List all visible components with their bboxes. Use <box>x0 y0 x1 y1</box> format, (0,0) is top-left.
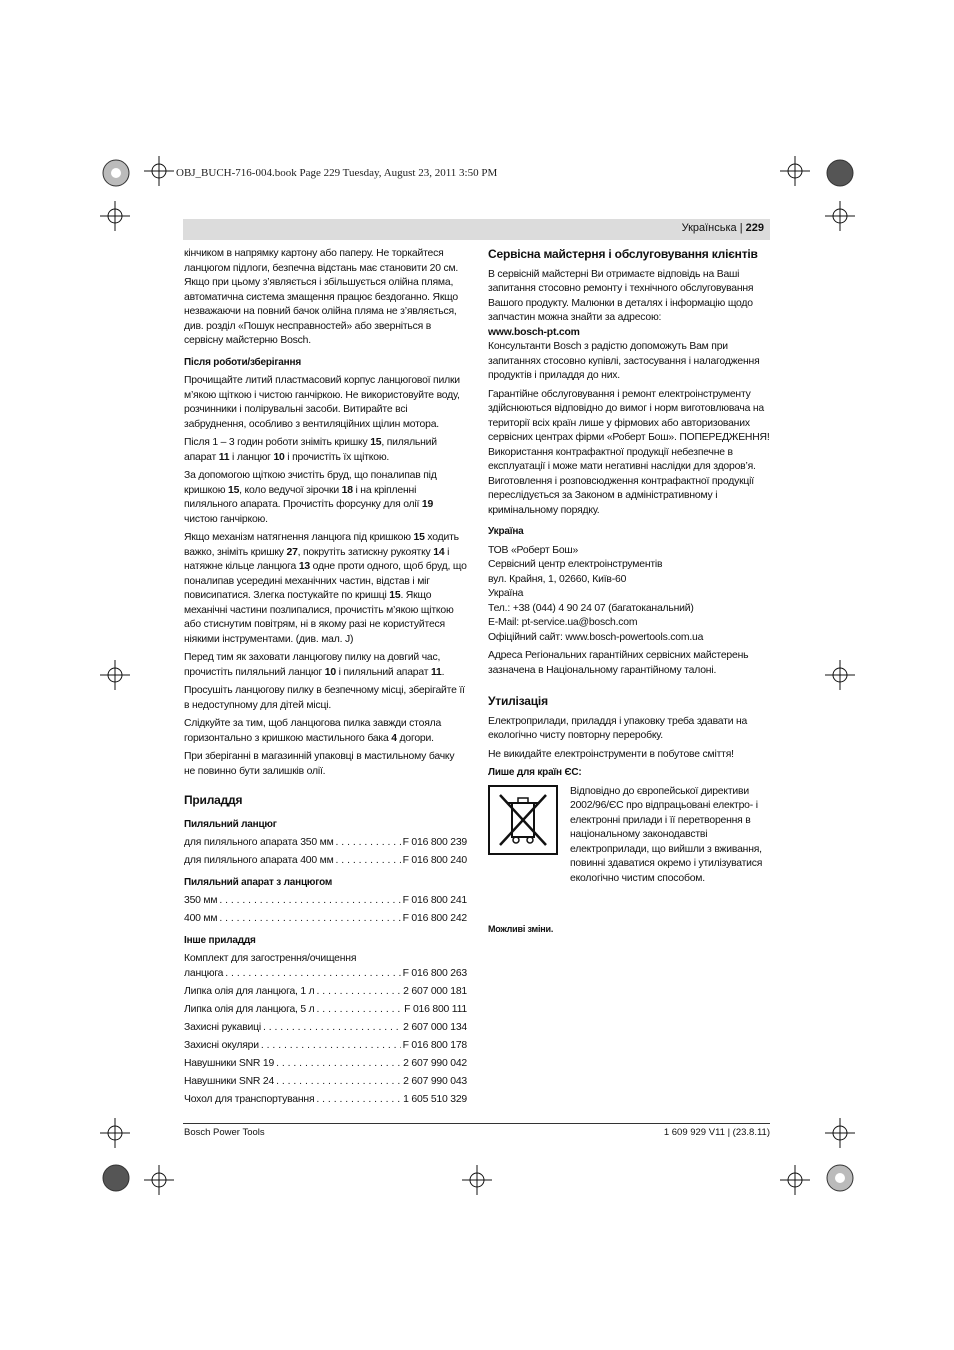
registration-mark-icon <box>822 1160 858 1196</box>
footer-brand: Bosch Power Tools <box>184 1127 265 1138</box>
list-item: Липка олія для ланцюга, 1 л . . . 2 607 000 181 <box>184 985 467 1000</box>
registration-mark-icon <box>822 155 858 191</box>
crosshair-icon <box>825 660 855 690</box>
changes-note: Можливі зміни. <box>488 924 554 934</box>
list-item: для пиляльного апарата 350 мм . . . F 016 800 239 <box>184 836 467 851</box>
paragraph-6: Просушіть ланцюгову пилку в безпечному місці, зберігайте її в недоступному для дітей місці. <box>184 685 465 711</box>
crosshair-icon <box>462 1165 492 1195</box>
footer-divider <box>183 1123 770 1124</box>
list-item: Навушники SNR 24 . . . 2 607 990 043 <box>184 1075 467 1090</box>
weee-block <box>488 785 770 887</box>
crosshair-icon <box>144 1165 174 1195</box>
list-item: ланцюга . . . F 016 800 263 <box>184 967 467 982</box>
list-item: Липка олія для ланцюга, 5 л . . . F 016 800 111 <box>184 1003 467 1018</box>
registration-mark-icon <box>98 155 134 191</box>
list-item: Захисні рукавиці . . . 2 607 000 134 <box>184 1021 467 1036</box>
paragraph-2: Після 1 – 3 годин роботи зніміть кришку 15, пиляльний апарат 11 і ланцюг 10 і прочистіть їх щіткою. <box>184 437 437 463</box>
after-work-heading: Після роботи/зберігання <box>184 356 301 368</box>
disposal-heading: Утилізація <box>488 694 548 708</box>
crossed-bin-icon <box>488 785 558 855</box>
service-paragraph-3: Гарантійне обслуговування і ремонт електроінструменту здійснюються відповідно до вимог і норм виготовлювача на території всіх країн лише у фірмових або авторизованих сервісних центрах фірми «Роберт Бош». ПОПЕРЕДЖЕННЯ! Використання контрафактної продукції небезпечне в експлуатації і може мати негативні наслідки для здоров’я. Виготовлення і розповсюдження контрафактної продукції переслідується за Законом в адміністративному і кримінальному порядку. <box>488 388 770 516</box>
registration-mark-icon <box>98 1160 134 1196</box>
left-column <box>184 247 467 1111</box>
list-item: 400 мм . . . F 016 800 242 <box>184 912 467 927</box>
footer-code: 1 609 929 V11 | (23.8.11) <box>663 1127 770 1138</box>
cleaning-paragraph: Прочищайте литий пластмасовий корпус ланцюгової пилки м’якою щіткою і чистою ганчіркою. Не використовуйте воду, розчинники і полірувальні засоби. Витирайте всі забруднення, особливо з вентиляційних щілин мотора. <box>184 375 460 430</box>
crosshair-icon <box>825 1118 855 1148</box>
paragraph-5: Перед тим як заховати ланцюгову пилку на довгий час, прочистіть пиляльний ланцюг 10 і пиляльний апарат 11. <box>184 652 445 678</box>
book-slug: OBJ_BUCH-716-004.book Page 229 Tuesday, August 23, 2011 3:50 PM <box>176 167 498 179</box>
service-url: www.bosch-pt.com <box>488 326 580 338</box>
service-heading: Сервісна майстерня і обслуговування клієнтів <box>488 247 758 261</box>
weee-text: Відповідно до європейської директиви 2002/96/ЄС про відпрацьовані електро- і електронні прилади і її перетворення в національному законодавстві електроприлади, що вийшли з вживання, повинні здаватися окремо і утилізуватися екологічно чистим способом. <box>570 785 763 884</box>
list-item: Захисні окуляри . . . F 016 800 178 <box>184 1039 467 1054</box>
address-line: вул. Крайня, 1, 02660, Київ-60 <box>488 573 627 585</box>
paragraph-7: Слідкуйте за тим, щоб ланцюгова пилка завжди стояла горизонтально з кришкою мастильного бака 4 догори. <box>184 718 442 744</box>
address-line: Україна <box>488 588 524 599</box>
address-line: Тел.: +38 (044) 4 90 24 07 (багатоканальний) <box>488 602 694 614</box>
list-item: Чохол для транспортування . . . 1 605 510 329 <box>184 1093 467 1108</box>
crosshair-icon <box>144 156 174 186</box>
disposal-paragraph-2: Не викидайте електроінструменти в побутове сміття! <box>488 748 734 760</box>
page-header <box>183 219 770 240</box>
crosshair-icon <box>825 201 855 231</box>
list-item: Навушники SNR 19 . . . 2 607 990 042 <box>184 1057 467 1072</box>
eu-heading: Лише для країн ЄС: <box>488 767 582 778</box>
accessories-heading: Приладдя <box>184 793 243 807</box>
bar-heading: Пиляльний апарат з ланцюгом <box>184 876 333 888</box>
address-line: Офіційний сайт: www.bosch-powertools.com.ua <box>488 631 704 643</box>
address-line: ТОВ «Роберт Бош» <box>488 544 579 556</box>
crosshair-icon <box>780 156 810 186</box>
right-column <box>488 247 770 937</box>
country-heading: Україна <box>488 526 524 537</box>
service-paragraph-1: В сервісній майстерні Ви отримаєте відповідь на Ваші запитання стосовно ремонту і технічного обслуговування Вашого продукту. Малюнки в деталях і інформацію щодо запчастин можна знайти за адресою: <box>488 268 754 323</box>
list-item: 350 мм . . . F 016 800 241 <box>184 894 467 909</box>
crosshair-icon <box>100 1118 130 1148</box>
crosshair-icon <box>780 1165 810 1195</box>
paragraph-4: Якщо механізм натягнення ланцюга під кришкою 15 ходить важко, зніміть кришку 27, покрутіть затискну рукоятку 14 і натяжне кільце ланцюга 13 одне проти одного, щоб бруд, що поналипав усередині механічних частин, відстав і міг повисипатися. Злегка постукайте по кришці 15. Якщо механічні частини позлипалися, прочистіть м’якою щіткою або стиснутим повітрям, ні в якому разі не користуйтеся ніякими інструментами. (див. мал. J) <box>184 532 467 645</box>
paragraph-8: При зберіганні в магазинній упаковці в мастильному бачку не повинно бути залишків олії. <box>184 751 455 777</box>
header-language: Українська | 229 <box>681 222 764 234</box>
other-heading: Інше приладдя <box>184 934 256 946</box>
address-line: Сервісний центр електроінструментів <box>488 559 663 570</box>
service-paragraph-4: Адреса Регіональних гарантійних сервісних майстерень зазначена в Національному гарантійному талоні. <box>488 650 749 676</box>
list-item: для пиляльного апарата 400 мм . . . F 016 800 240 <box>184 854 467 869</box>
paragraph-3: За допомогою щіткою зчистіть бруд, що поналипав під кришкою 15, коло ведучої зірочки 18 і на кріпленні пиляльного апарата. Прочистіть форсунку для олії 19 чистою ганчіркою. <box>184 470 437 525</box>
chain-heading: Пиляльний ланцюг <box>184 818 277 830</box>
disposal-paragraph-1: Електроприлади, приладдя і упаковку треба здавати на екологічно чисту повторну переробку. <box>488 715 748 741</box>
intro-paragraph: кінчиком в напрямку картону або паперу. Не торкайтеся ланцюгом підлоги, безпечна відстань має становити 20 см. Якщо при цьому з’являється і збільшується олійна пляма, автоматична система змащення працює бездоганно. Якщо незважаючи на повний бачок олійна пляма не з’являється, див. розділ «Пошук несправностей» або зверніться в сервісну майстерню Bosch. <box>184 248 459 346</box>
crosshair-icon <box>100 660 130 690</box>
crosshair-icon <box>100 201 130 231</box>
list-item: Комплект для загострення/очищення <box>184 953 357 964</box>
service-paragraph-2: Консультанти Bosch з радістю допоможуть Вам при запитаннях стосовно купівлі, застосування і налагодження продуктів і приладдя до них. <box>488 341 760 381</box>
page-number: 229 <box>745 222 764 234</box>
address-line: E-Mail: pt-service.ua@bosch.com <box>488 617 638 628</box>
